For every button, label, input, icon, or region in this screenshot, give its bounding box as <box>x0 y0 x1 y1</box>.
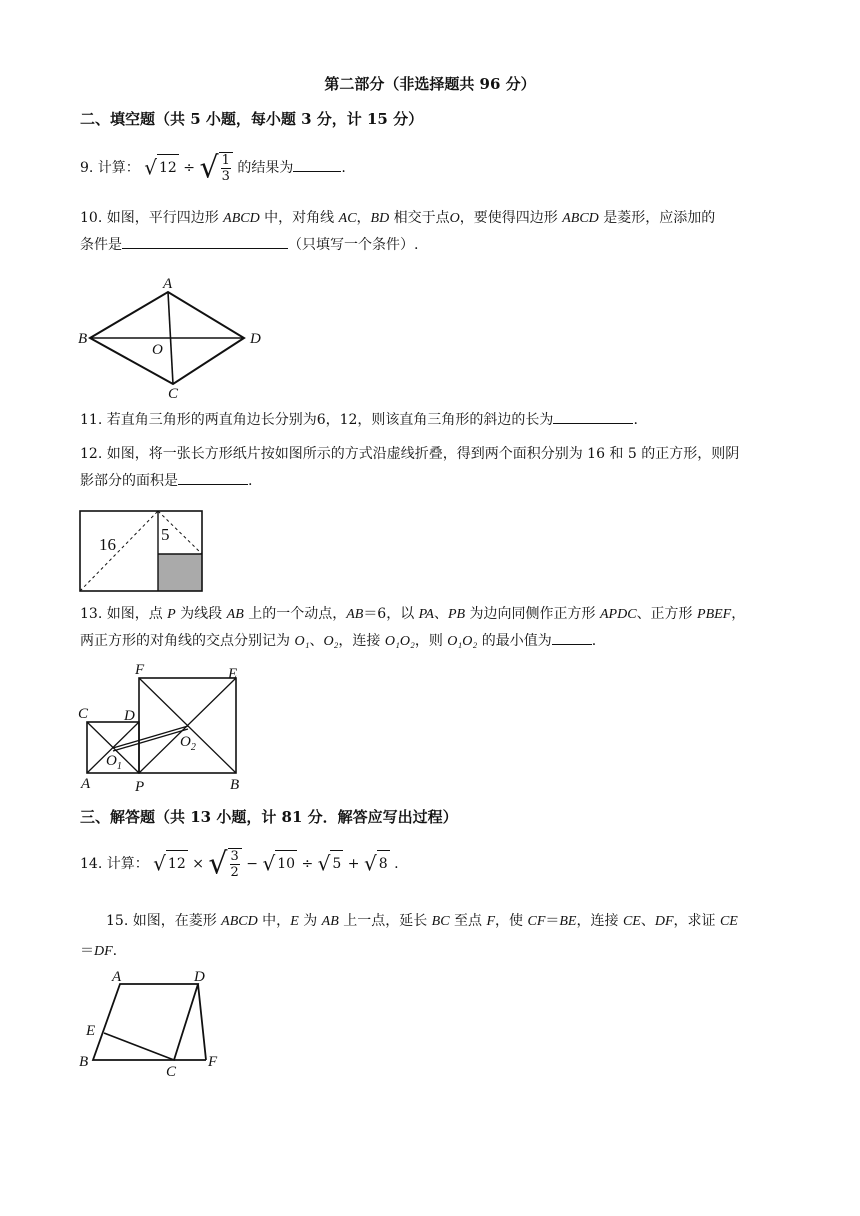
label-5: 5 <box>161 525 170 544</box>
label-C: C <box>166 1064 177 1080</box>
answer-blank[interactable] <box>293 156 341 172</box>
answer-blank[interactable] <box>553 408 633 424</box>
figure-rhombus <box>78 274 268 400</box>
label-B: B <box>78 331 88 347</box>
figure-two-squares <box>78 662 248 795</box>
section-2-title: 二、填空题（共 5 小题，每小题 3 分，计 15 分） <box>80 110 424 128</box>
question-15: 15. 如图，在菱形 ABCD 中，E 为 AB 上一点，延长 BC 至点 F，使 CF＝BE，连接 CE、DF，求证 CE <box>106 913 738 929</box>
label-D: D <box>250 331 261 347</box>
label-B: B <box>79 1054 89 1070</box>
q9-number: 9. 计算： <box>80 160 140 176</box>
figure-rhombus-ef <box>78 968 228 1078</box>
label-A: A <box>81 776 91 792</box>
q9-tail: 的结果为 <box>237 160 294 176</box>
label-F: F <box>208 1054 218 1070</box>
label-F: F <box>135 662 145 678</box>
label-C: C <box>78 706 89 722</box>
label-O: O <box>152 342 163 358</box>
label-A: A <box>112 969 122 985</box>
label-O2: $O_2$ <box>180 734 196 753</box>
div-sign: ÷ <box>183 160 196 176</box>
question-12: 12. 如图，将一张长方形纸片按如图所示的方式沿虚线折叠，得到两个面积分别为 16 和 5 的正方形，则阴 影部分的面积是 . <box>80 446 740 489</box>
question-14: 14. 计算： √ 12 × √ $\frac{3}{2}$ − √ 10 ÷ √ 5 + √ 8 . <box>80 846 399 882</box>
question-9: 9. 计算： √ 12 ÷ √ $\frac{1}{3}$ 的结果为 . <box>80 150 346 186</box>
section-3-title: 三、解答题（共 13 小题，计 81 分．解答应写出过程） <box>80 808 458 826</box>
sqrt-one-third: √ $\frac{1}{3}$ <box>199 152 232 184</box>
label-C: C <box>168 386 179 402</box>
label-D: D <box>194 969 205 985</box>
question-13: 13. 如图，点 P 为线段 AB 上的一个动点，AB＝6，以 PA、PB 为边向同侧作正方形 APDC、正方形 PBEF， 两正方形的对角线的交点分别记为 O₁、O₂，连接 O₁O₂，则 O₁O₂ 的最小值为 . <box>80 606 746 649</box>
label-D: D <box>124 708 135 724</box>
label-B: B <box>230 777 240 793</box>
question-15-line2: ＝DF. <box>80 943 118 959</box>
label-16: 16 <box>99 535 116 554</box>
figure-folded-rectangle <box>79 510 204 592</box>
label-P: P <box>135 779 145 795</box>
part-title: 第二部分（非选择题共 96 分） <box>324 75 536 93</box>
label-E: E <box>86 1023 96 1039</box>
answer-blank[interactable] <box>552 629 592 645</box>
question-10: 10. 如图，平行四边形 ABCD 中，对角线 AC，BD 相交于点O，要使得四边形 ABCD 是菱形，应添加的 条件是 （只填写一个条件）. <box>80 210 716 253</box>
answer-blank[interactable] <box>178 469 248 485</box>
sqrt-12: √ 12 <box>144 154 179 182</box>
label-O1: $O_1$ <box>106 753 122 772</box>
label-E: E <box>228 666 238 682</box>
label-A: A <box>163 276 173 292</box>
answer-blank[interactable] <box>122 233 288 249</box>
question-11: 11. 若直角三角形的两直角边长分别为6，12，则该直角三角形的斜边的长为 . <box>80 407 780 434</box>
